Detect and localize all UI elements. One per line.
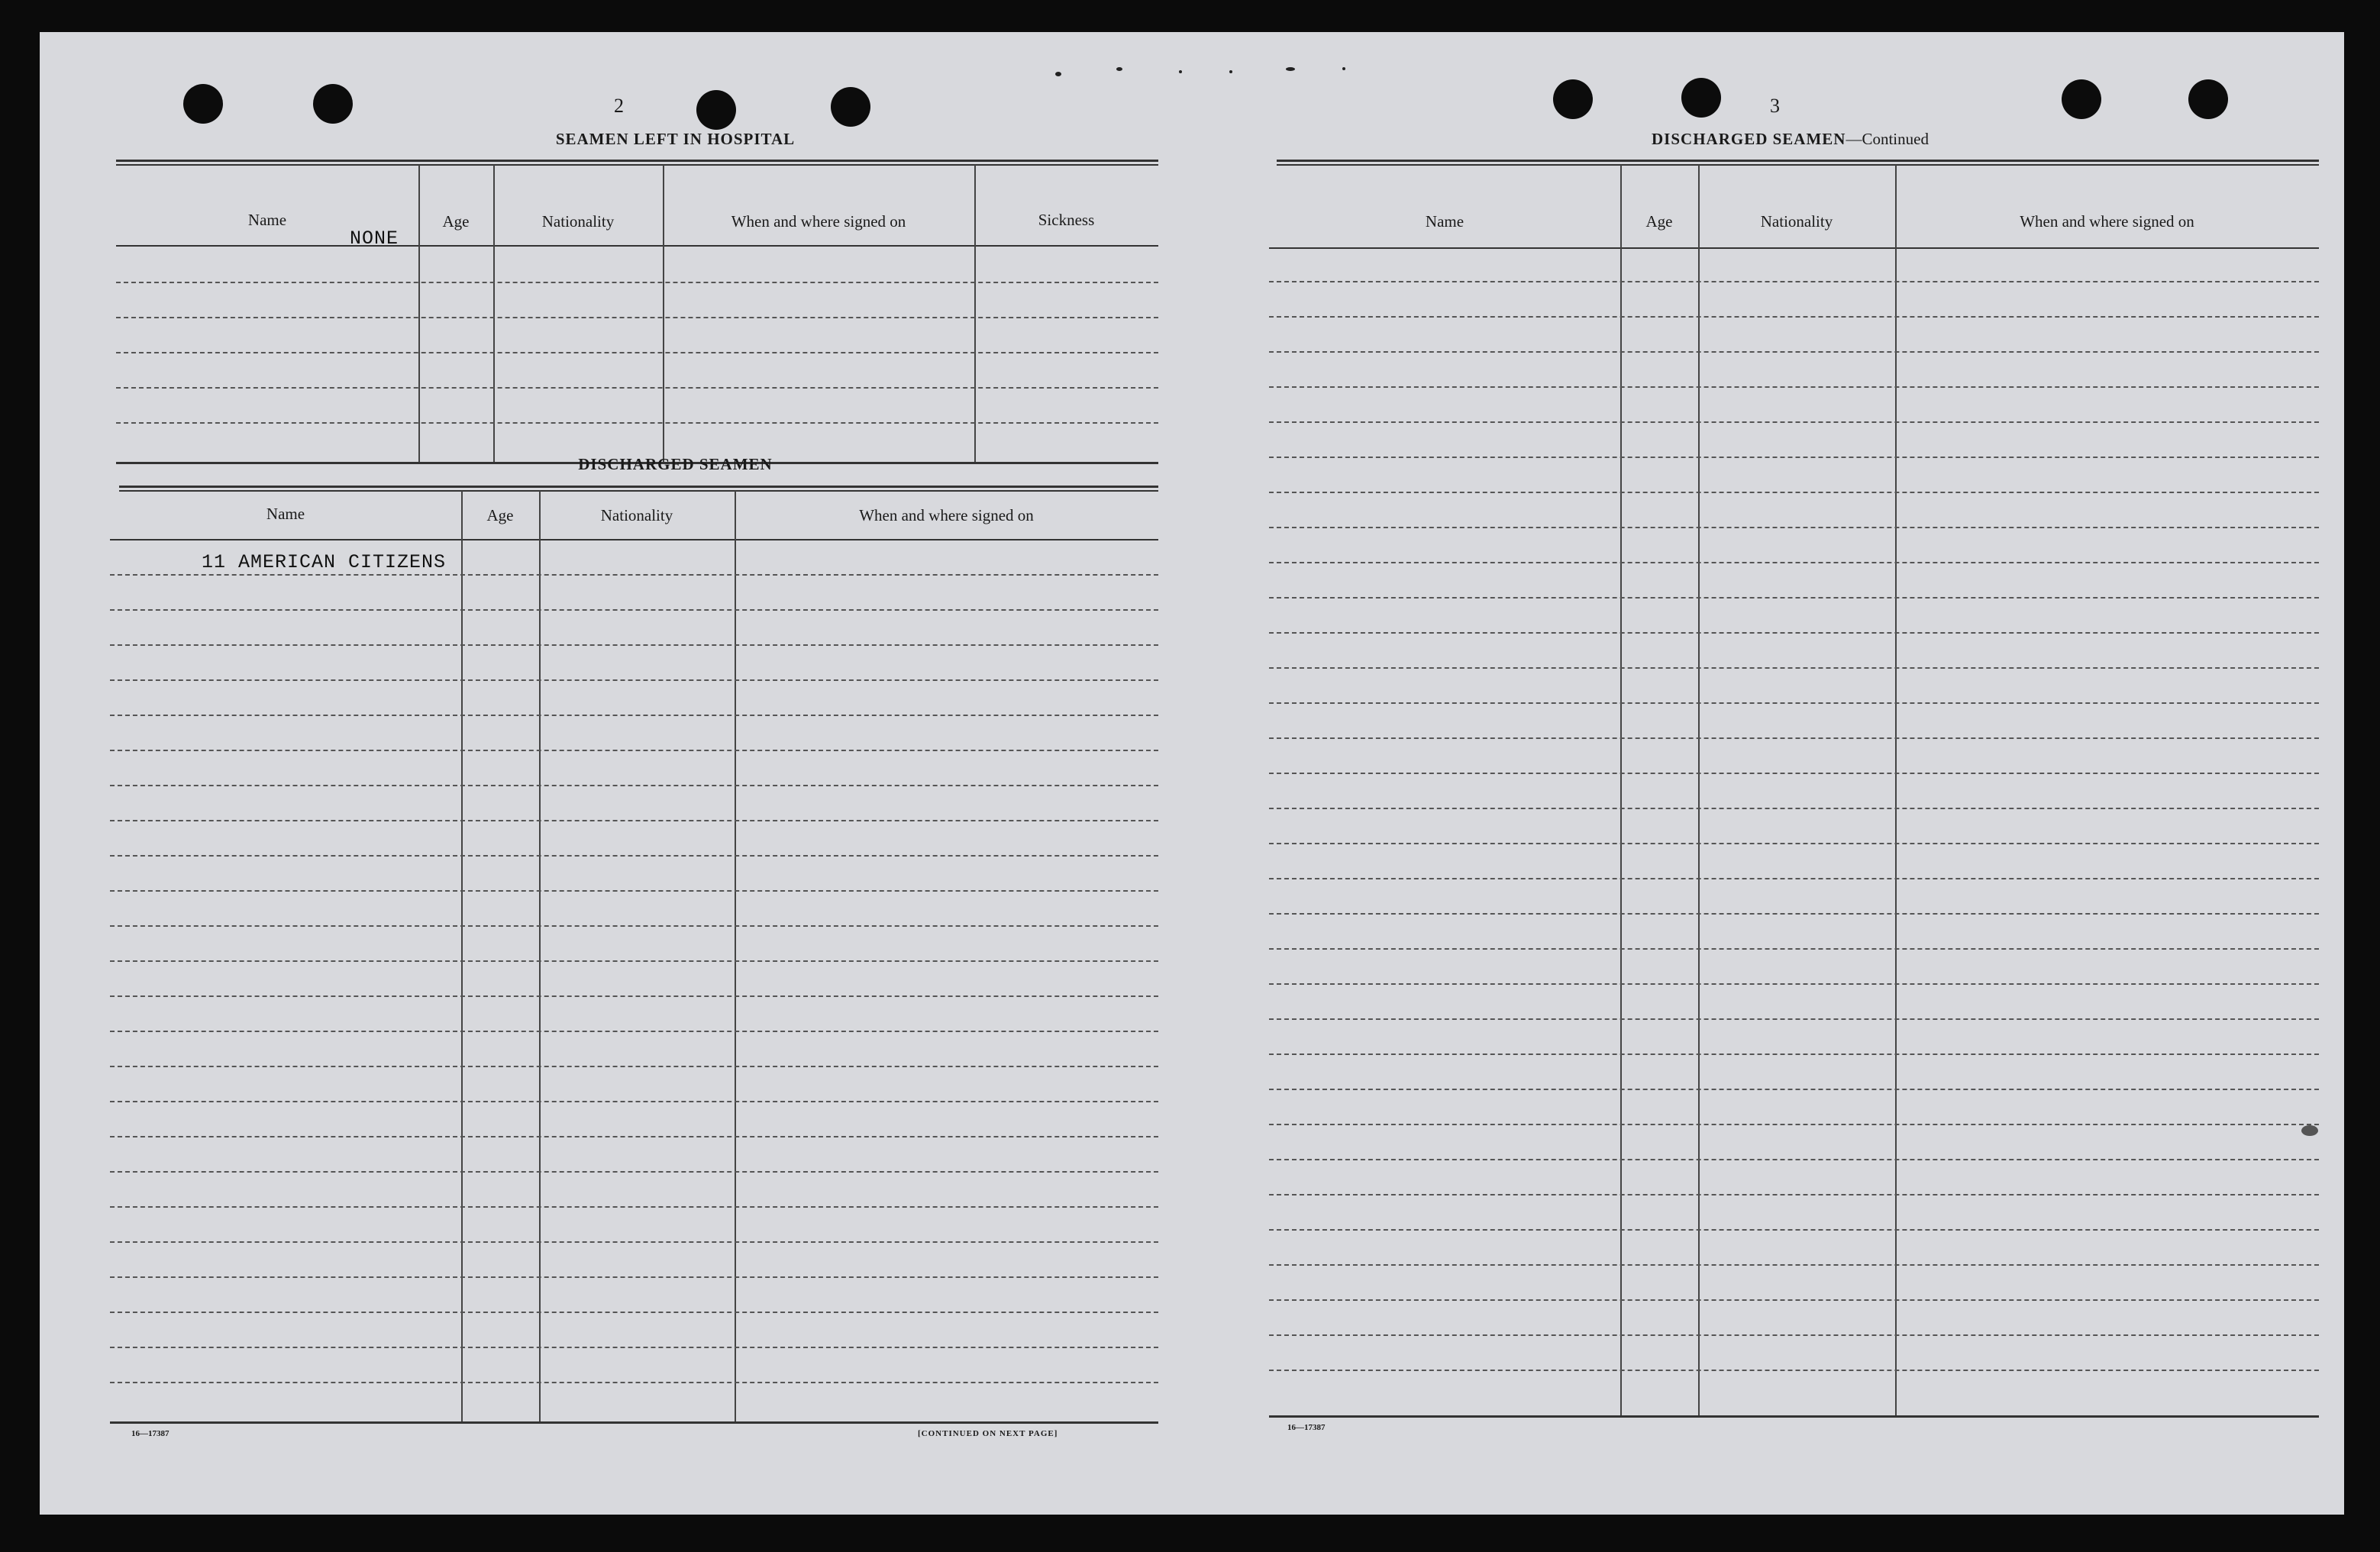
table-row xyxy=(1269,843,2319,844)
ink-speck xyxy=(1229,70,1232,73)
punch-hole xyxy=(1553,79,1593,119)
continued-note: [CONTINUED ON NEXT PAGE] xyxy=(918,1429,1058,1438)
table-row xyxy=(110,960,1158,962)
header-name: Name xyxy=(266,505,305,523)
table-row xyxy=(1269,562,2319,563)
table-bottom-rule xyxy=(1269,1415,2319,1418)
table-row xyxy=(1269,316,2319,318)
table-row xyxy=(110,1066,1158,1067)
column-divider xyxy=(974,165,976,464)
table-row xyxy=(1269,351,2319,353)
table-row xyxy=(1269,421,2319,423)
table-row xyxy=(1269,737,2319,739)
title-suffix: —Continued xyxy=(1846,130,1929,148)
table-row xyxy=(110,785,1158,786)
table-row xyxy=(1269,948,2319,950)
ink-speck xyxy=(1342,67,1345,70)
form-number-left: 16—17387 xyxy=(131,1429,170,1438)
table-row xyxy=(110,750,1158,751)
double-rule xyxy=(119,486,1158,488)
column-divider xyxy=(539,491,541,1424)
table-row xyxy=(1269,702,2319,704)
table-row xyxy=(110,1171,1158,1173)
table-header-row xyxy=(116,165,1158,247)
table-row xyxy=(1269,878,2319,879)
header-name: Name xyxy=(247,211,287,229)
column-divider xyxy=(418,165,420,464)
header-age: Age xyxy=(442,212,470,231)
table-row xyxy=(110,574,1158,576)
title-main: DISCHARGED SEAMEN xyxy=(1652,130,1846,148)
table-row xyxy=(1269,1194,2319,1195)
table-row xyxy=(1269,1299,2319,1301)
table-row xyxy=(1269,597,2319,599)
table-row xyxy=(110,1136,1158,1137)
table-row xyxy=(1269,1089,2319,1090)
table-row xyxy=(110,1206,1158,1208)
punch-hole xyxy=(313,84,353,124)
table-row xyxy=(1269,1018,2319,1020)
discharged-table-right xyxy=(1269,165,2319,1418)
hospital-entry: NONE xyxy=(350,227,399,250)
punch-hole xyxy=(2188,79,2228,119)
discharged-table-left xyxy=(110,491,1158,1424)
header-age: Age xyxy=(1645,212,1673,231)
table-row xyxy=(1269,632,2319,634)
table-row xyxy=(1269,1053,2319,1055)
table-row xyxy=(1269,1124,2319,1125)
hospital-section-title: SEAMEN LEFT IN HOSPITAL xyxy=(555,130,796,148)
punch-hole xyxy=(696,90,736,130)
discharged-entry: 11 AMERICAN CITIZENS xyxy=(202,551,447,573)
table-row xyxy=(1269,1229,2319,1231)
header-sickness: Sickness xyxy=(1038,211,1095,229)
table-row xyxy=(110,715,1158,716)
table-row xyxy=(1269,527,2319,528)
table-row xyxy=(110,1241,1158,1243)
hospital-table xyxy=(116,165,1158,464)
table-row xyxy=(1269,386,2319,388)
table-row xyxy=(110,644,1158,646)
table-header-row xyxy=(1269,165,2319,249)
table-row xyxy=(116,422,1158,424)
table-row xyxy=(1269,457,2319,458)
table-row xyxy=(110,1101,1158,1102)
table-row xyxy=(116,387,1158,389)
header-when-where: When and where signed on xyxy=(859,506,1034,524)
table-row xyxy=(110,890,1158,892)
header-nationality: Nationality xyxy=(1760,212,1833,231)
header-when-where: When and where signed on xyxy=(2020,212,2194,231)
column-divider xyxy=(493,165,495,464)
table-row xyxy=(116,317,1158,318)
header-nationality: Nationality xyxy=(541,212,615,231)
form-sheet xyxy=(40,32,2344,1515)
table-row xyxy=(1269,667,2319,669)
table-row xyxy=(110,609,1158,611)
column-divider xyxy=(461,491,463,1424)
table-row xyxy=(110,1031,1158,1032)
table-row xyxy=(1269,1370,2319,1371)
header-age: Age xyxy=(486,506,514,524)
punch-hole xyxy=(183,84,223,124)
ink-speck xyxy=(1116,67,1122,71)
table-row xyxy=(1269,913,2319,915)
double-rule xyxy=(1277,160,2319,162)
header-nationality: Nationality xyxy=(600,506,673,524)
table-row xyxy=(1269,1334,2319,1336)
double-rule xyxy=(116,160,1158,162)
table-row xyxy=(110,1312,1158,1313)
table-row xyxy=(116,282,1158,283)
table-row xyxy=(110,679,1158,681)
table-row xyxy=(110,1382,1158,1383)
table-row xyxy=(1269,281,2319,282)
punch-hole xyxy=(831,87,870,127)
table-row xyxy=(1269,1159,2319,1160)
table-row xyxy=(1269,983,2319,985)
ink-speck xyxy=(1286,67,1295,71)
table-row xyxy=(110,820,1158,821)
column-divider xyxy=(663,165,664,464)
header-when-where: When and where signed on xyxy=(731,212,906,231)
discharged-continued-title xyxy=(1277,130,2304,149)
table-row xyxy=(1269,808,2319,809)
table-row xyxy=(1269,1264,2319,1266)
table-row xyxy=(1269,492,2319,493)
header-name: Name xyxy=(1425,212,1464,231)
table-row xyxy=(110,995,1158,997)
ink-speck xyxy=(1055,72,1061,76)
table-row xyxy=(110,855,1158,857)
ink-speck xyxy=(1179,70,1182,73)
page-number-left: 2 xyxy=(614,95,624,117)
punch-hole xyxy=(2062,79,2101,119)
page-number-right: 3 xyxy=(1770,95,1780,117)
discharged-section-title: DISCHARGED SEAMEN xyxy=(578,455,773,473)
form-number-right: 16—17387 xyxy=(1287,1423,1326,1432)
table-row xyxy=(110,925,1158,927)
table-row xyxy=(116,352,1158,353)
table-row xyxy=(110,1347,1158,1348)
column-divider xyxy=(735,491,736,1424)
table-row xyxy=(110,1276,1158,1278)
table-row xyxy=(1269,773,2319,774)
table-bottom-rule xyxy=(110,1421,1158,1424)
punch-hole xyxy=(1681,78,1721,118)
